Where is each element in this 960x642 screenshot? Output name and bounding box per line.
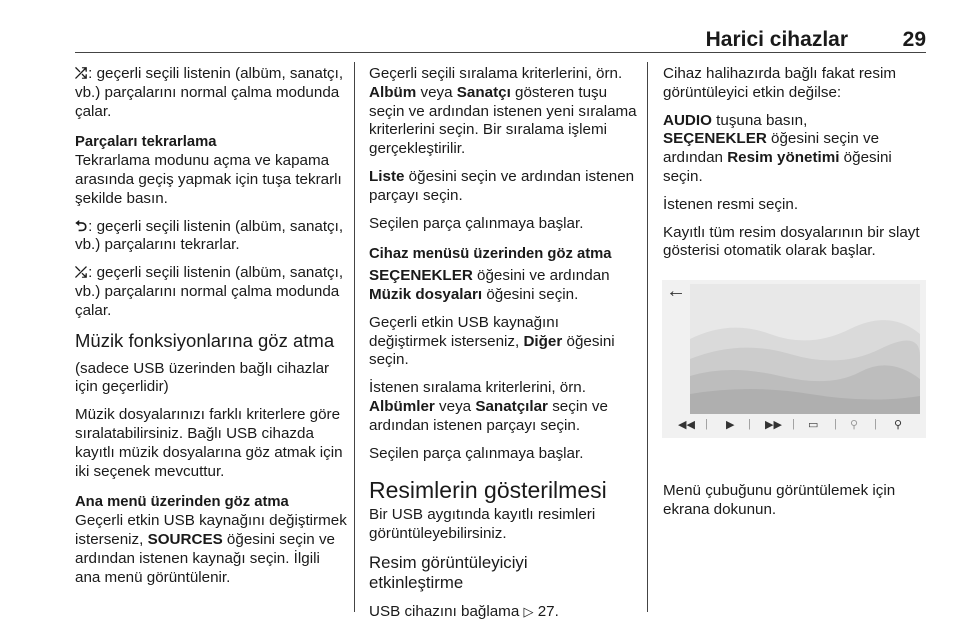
options-text-2: öğesini seçin ve ardından <box>663 130 880 167</box>
audio-text: tuşuna basın, <box>711 111 808 129</box>
column-divider-1 <box>354 62 355 612</box>
repeat-paragraph <box>75 218 347 256</box>
separator: | <box>874 418 877 430</box>
sort-d: gösteren tuşu seçin ve ardından istenen yeni sıralama kriterlerini seçin. Bir sıralama işlemi gerçekleştirilir. <box>369 83 637 158</box>
criteria-paragraph <box>369 379 637 435</box>
music-files-label: Müzik dosyaları <box>369 285 483 303</box>
viewer-cond: Cihaz halihazırda bağlı fakat resim görüntüleyici etkin değilse: <box>663 65 896 101</box>
list-text: öğesini seçin ve ardından istenen parçayı seçin. <box>369 167 635 204</box>
viewer-heading <box>369 553 637 593</box>
usb-ref-page[interactable]: 27. <box>537 602 559 620</box>
column-2 <box>369 65 637 631</box>
options-label: SEÇENEKLER <box>369 267 473 285</box>
shuffle-text: : geçerli seçili listenin (albüm, sanatçı, vb.) parçalarını normal çalma modunda çalar. <box>75 65 344 120</box>
other-a: Geçerli etkin USB kaynağını değiştirmek isterseniz, <box>369 313 559 350</box>
main-menu-heading: Ana menü üzerinden göz atma <box>75 494 289 511</box>
header-divider <box>75 52 926 53</box>
music-note: (sadece USB üzerinden bağlı cihazlar için geçerlidir) <box>75 359 330 396</box>
page-header <box>75 28 926 50</box>
arrow-left-icon[interactable]: ← <box>666 280 686 302</box>
normal-play-icon: ⤰ <box>75 264 88 282</box>
play-icon[interactable]: ▶ <box>726 419 735 431</box>
options-a: öğesini ve ardından <box>472 267 610 285</box>
chevron-right-icon: ▷ <box>523 603 534 619</box>
albums-label: Albümler <box>369 397 435 415</box>
list-paragraph <box>369 168 637 206</box>
normal-desc: : geçerli seçili listenin (albüm, sanatçı, vb.) parçalarını normal çalma modunda çalar. <box>75 264 344 319</box>
landscape-photo <box>690 284 920 414</box>
repeat-heading: Parçaları tekrarlama <box>75 134 217 151</box>
pictures-desc: Bir USB aygıtında kayıtlı resimleri görüntüleyebilirsiniz. <box>369 506 596 543</box>
list-label: Liste <box>369 167 405 185</box>
picture-viewer-screenshot <box>662 280 926 438</box>
artists-label: Sanatçılar <box>475 397 548 415</box>
screenshot-caption: Menü çubuğunu görüntülemek için ekrana dokunun. <box>663 482 896 518</box>
main-menu-text <box>75 512 347 587</box>
column-3 <box>663 65 933 270</box>
normal-paragraph <box>75 264 347 320</box>
options-label-2: SEÇENEKLER <box>663 130 767 148</box>
usb-ref-text: USB cihazını bağlama <box>369 602 524 620</box>
album-label: Albüm <box>369 83 417 101</box>
picture-mgmt-label: Resim yönetimi <box>727 149 840 167</box>
play-start-1: Seçilen parça çalınmaya başlar. <box>369 214 584 232</box>
sort-paragraph <box>369 65 637 159</box>
sort-a: Geçerli seçili sıralama kriterlerini, örn. <box>369 65 623 82</box>
audio-paragraph <box>663 112 933 187</box>
page-title: Harici cihazlar <box>705 28 848 51</box>
page-number: 29 <box>902 28 926 51</box>
slideshow-text: Kayıtlı tüm resim dosyalarının bir slayt gösterisi otomatik olarak başlar. <box>663 223 920 260</box>
shuffle-icon: ⤮ <box>75 65 88 82</box>
criteria-c: veya <box>434 397 476 415</box>
audio-label: AUDIO <box>663 111 712 129</box>
column-divider-2 <box>647 62 648 612</box>
screen-icon[interactable]: ▭ <box>808 419 819 431</box>
separator: | <box>834 418 837 430</box>
separator: | <box>792 418 795 430</box>
other-c: öğesini seçin. <box>369 332 615 369</box>
separator: | <box>705 418 708 430</box>
repeat-desc: : geçerli seçili listenin (albüm, sanatçı, vb.) parçalarını tekrarlar. <box>75 217 344 254</box>
picture-mgmt-text: öğesini seçin. <box>663 149 892 185</box>
zoom-out-icon[interactable]: ⚲ <box>850 419 859 431</box>
zoom-in-icon[interactable]: ⚲ <box>894 419 903 431</box>
viewer-control-bar <box>662 416 926 436</box>
separator: | <box>748 418 751 430</box>
music-desc: Müzik dosyalarınızı farklı kriterlere göre sıralatabilirsiniz. Bağlı USB cihazda kayıtlı müzik dosyalarına göz atmak için iki seçenek mevcuttur. <box>75 406 343 480</box>
main-text-b: öğesini seçin ve ardından istenen kaynağı seçin. İlgili ana menü görüntülenir. <box>75 530 335 586</box>
rewind-icon[interactable]: ◀◀ <box>678 419 695 431</box>
other-paragraph <box>369 314 637 370</box>
main-text-a: Geçerli etkin USB kaynağını değiştirmek isterseniz, <box>75 512 347 548</box>
shuffle-paragraph <box>75 65 347 121</box>
viewer-heading-l1: Resim görüntüleyiciyi <box>369 552 528 572</box>
column-1 <box>75 65 347 596</box>
artist-label: Sanatçı <box>456 83 511 101</box>
other-label: Diğer <box>523 332 563 350</box>
criteria-a: İstenen sıralama kriterlerini, örn. <box>369 379 586 397</box>
pictures-heading: Resimlerin gösterilmesi <box>369 477 607 504</box>
select-picture: İstenen resmi seçin. <box>663 195 799 213</box>
criteria-d: seçin ve ardından istenen parçayı seçin. <box>369 397 608 434</box>
play-start-2: Seçilen parça çalınmaya başlar. <box>369 444 584 462</box>
options-paragraph <box>369 267 637 305</box>
music-heading: Müzik fonksiyonlarına göz atma <box>75 329 335 351</box>
repeat-icon: ⮌ <box>75 217 88 235</box>
usb-ref-paragraph <box>369 603 637 622</box>
fast-forward-icon[interactable]: ▶▶ <box>765 419 782 431</box>
device-menu-heading: Cihaz menüsü üzerinden göz atma <box>369 246 612 263</box>
sources-label: SOURCES <box>147 530 223 548</box>
options-c: öğesini seçin. <box>482 285 579 303</box>
repeat-text: Tekrarlama modunu açma ve kapama arasında geçiş yapmak için tuşa tekrarlı şekilde basın. <box>75 152 342 207</box>
sort-c: veya <box>416 83 457 101</box>
viewer-heading-l2: etkinleştirme <box>369 572 464 592</box>
